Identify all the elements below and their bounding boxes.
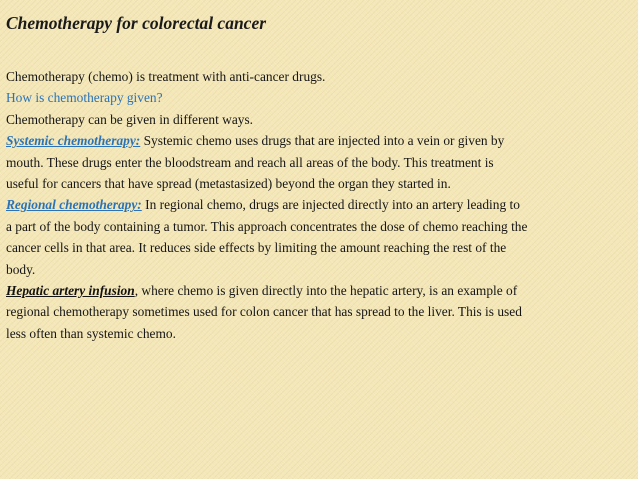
hepatic-line-2: regional chemotherapy sometimes used for colon cancer that has spread to the liver. This is used [6,304,522,320]
hepatic-term: Hepatic artery infusion [6,283,135,299]
regional-line-4: body. [6,261,36,277]
regional-text-1: In regional chemo, drugs are injected directly into an artery leading to [141,197,520,213]
regional-line-1 [6,194,632,215]
systemic-line-3: useful for cancers that have spread (metastasized) beyond the organ they started in. [6,176,451,192]
systemic-line-2: mouth. These drugs enter the bloodstream and reach all areas of the body. This treatment is [6,154,494,170]
ways-text: Chemotherapy can be given in different ways. [6,111,254,127]
question-text: How is chemotherapy given? [6,90,163,106]
slide-body [6,66,632,344]
intro-text: Chemotherapy (chemo) is treatment with anti-cancer drugs. [6,69,326,84]
hepatic-line-3: less often than systemic chemo. [6,325,176,341]
systemic-text-1: Systemic chemo uses drugs that are injected into a vein or given by [140,133,505,149]
slide-title: Chemotherapy for colorectal cancer [6,13,267,33]
hepatic-line-1 [6,280,632,301]
systemic-term: Systemic chemotherapy: [6,133,141,149]
regional-line-2: a part of the body containing a tumor. This approach concentrates the dose of chemo reaching the [6,218,528,234]
regional-line-3: cancer cells in that area. It reduces side effects by limiting the amount reaching the rest of the [6,240,507,256]
hepatic-text-1: , where chemo is given directly into the hepatic artery, is an example of [134,283,518,299]
regional-term: Regional chemotherapy: [6,197,142,213]
systemic-line-1 [6,130,632,151]
